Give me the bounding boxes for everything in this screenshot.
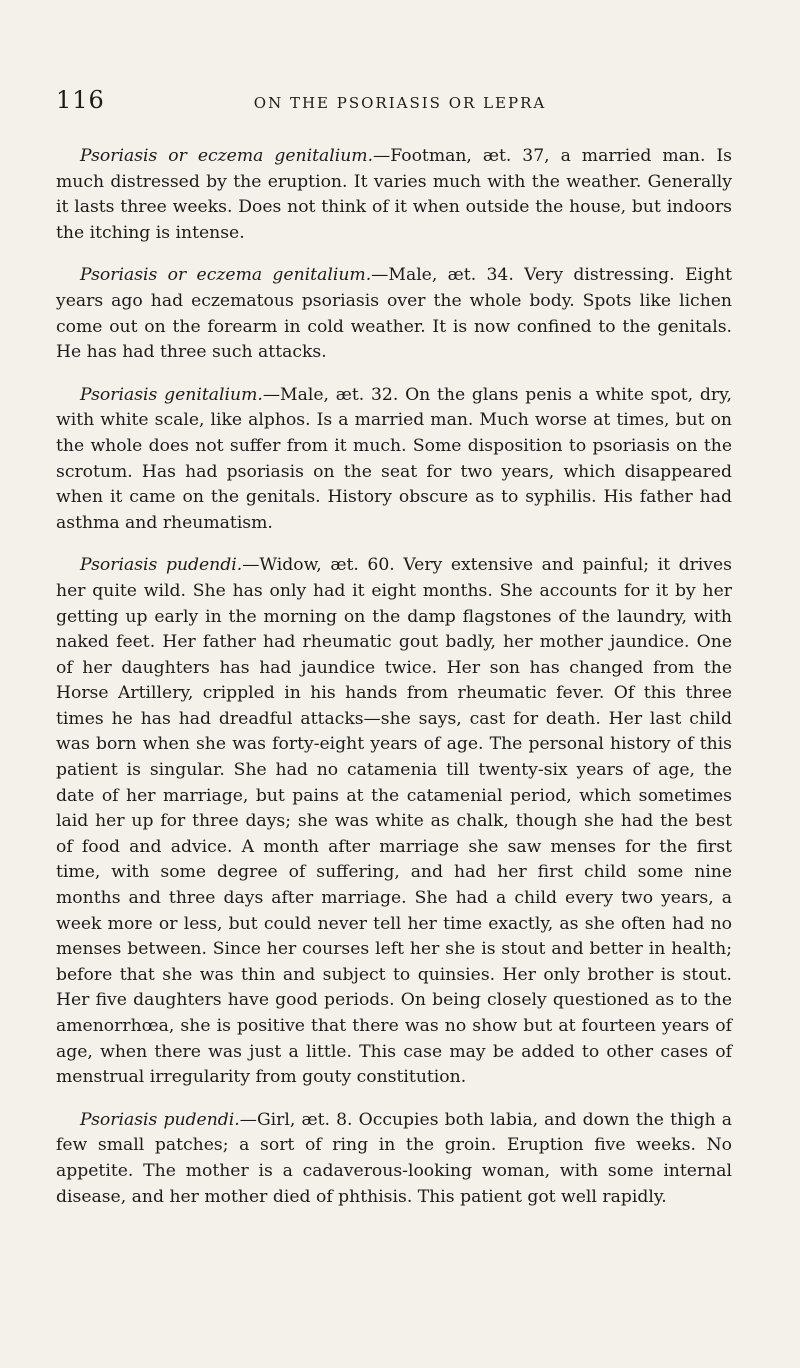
page-body	[56, 144, 732, 1227]
case-paragraph-4	[56, 553, 732, 1090]
case-text: —Male, æt. 34. Very distressing. Eight years ago had eczematous psoriasis over the whole body. Spots like lichen come out on the forearm in cold weather. It is now confined to the genitals. He has had three such attacks.	[56, 265, 732, 363]
case-heading: Psoriasis pudendi.	[80, 1109, 240, 1130]
case-paragraph-5	[56, 1108, 732, 1210]
case-paragraph-2	[56, 263, 732, 365]
case-text: —Male, æt. 32. On the glans penis a white spot, dry, with white scale, like alphos. Is a married man. Much worse at times, but on the whole does not suffer from it much. Some disposition to psoriasis on the scrotum. Has had psoriasis on the seat for two years, which disappeared when it came on the genitals. History obscure as to syphilis. His father had asthma and rheumatism.	[56, 384, 732, 533]
case-heading: Psoriasis pudendi.	[80, 555, 243, 576]
case-heading: Psoriasis genitalium.	[80, 384, 263, 405]
case-paragraph-3	[56, 383, 732, 537]
case-text: —Girl, æt. 8. Occupies both labia, and down the thigh a few small patches; a sort of ring in the groin. Eruption five weeks. No appetite. The mother is a cadaverous-looking woman, with some internal disease, and her mother died of phthisis. This patient got well rapidly.	[56, 1109, 732, 1207]
running-title: ON THE PSORIASIS OR LEPRA	[253, 94, 547, 112]
page-header	[56, 86, 744, 120]
case-text: —Widow, æt. 60. Very extensive and painful; it drives her quite wild. She has only had it eight months. She accounts for it by her getting up early in the morning on the damp flagstones of the laundry, with naked feet. Her father had rheumatic gout badly, her mother jaundice. One of her daughters has had jaundice twice. Her son has changed from the Horse Artillery, crippled in his hands from rheumatic fever. Of this three times he has had dreadful attacks—she says, cast for death. Her last child was born when she was forty-eight years of age. The personal history of this patient is singular. She had no catamenia till twenty-six years of age, the date of her marriage, but pains at the catamenial period, which sometimes laid her up for three days; she was white as chalk, though she had the best of food and advice. A month after marriage she saw menses for the first time, with some degree of suffering, and had her first child some nine months and three days after marriage. She had a child every two years, a week more or less, but could never tell her time exactly, as she often had no menses between. Since her courses left her she is stout and better in health; before that she was thin and subject to quinsies. Her only brother is stout. Her five daughters have good periods. On being closely questioned as to the amenorrhœa, she is positive that there was no show but at fourteen years of age, when there was just a little. This case may be added to other cases of menstrual irregularity from gouty constitution.	[56, 555, 732, 1088]
case-heading: Psoriasis or eczema genitalium.	[80, 265, 372, 286]
case-text: —Footman, æt. 37, a married man. Is much distressed by the eruption. It varies much with the weather. Generally it lasts three weeks. Does not think of it when outside the house, but indoors the itching is intense.	[56, 146, 732, 243]
page-number: 116	[56, 86, 105, 114]
case-heading: Psoriasis or eczema genitalium.	[80, 146, 374, 166]
case-paragraph-1	[56, 144, 732, 246]
